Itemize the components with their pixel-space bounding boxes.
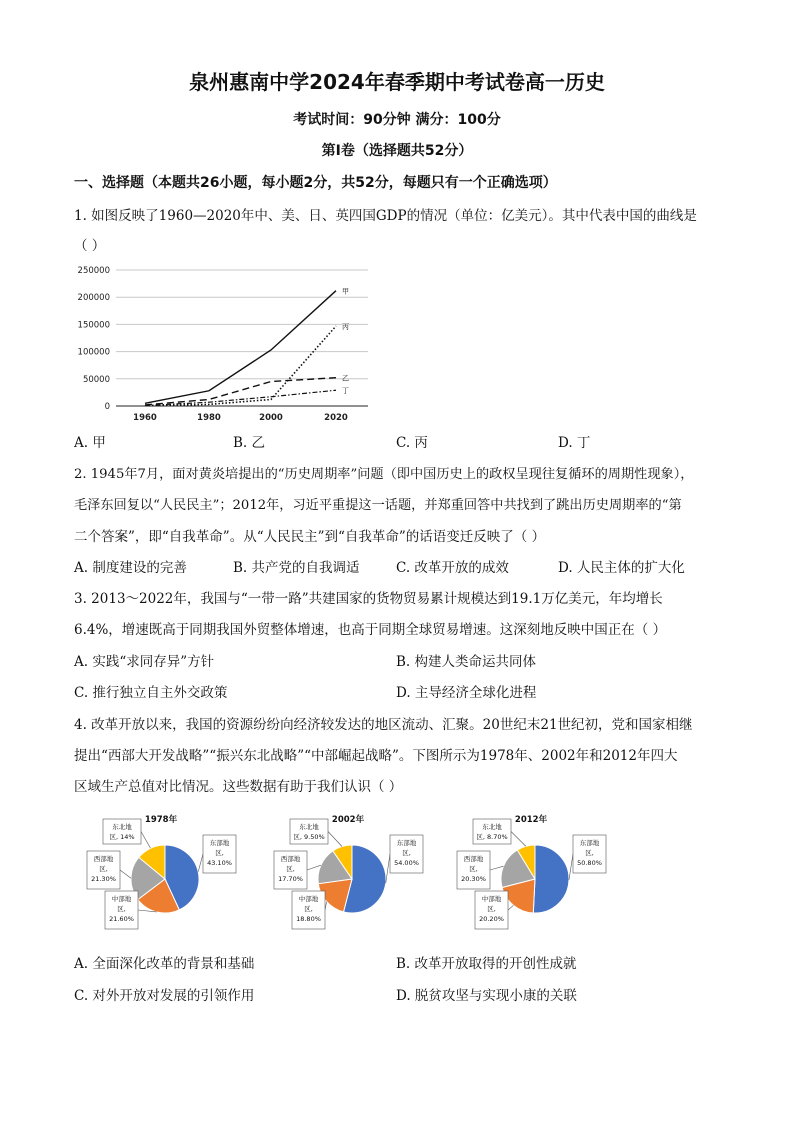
q3-option-d[interactable]: D. 主导经济全球化进程 [396,685,537,701]
q1-option-c[interactable]: C. 丙 [396,435,428,451]
data-label: 18.80% [296,915,321,923]
x-tick-label: 2000 [259,413,283,423]
leader-line [198,854,203,872]
data-label: 区, [487,905,496,913]
data-label: 区, [99,865,108,873]
leader-line [386,854,390,883]
data-label: 54.00% [394,859,419,867]
series-line-2 [145,378,336,405]
data-label: 17.70% [278,875,303,883]
leader-line [490,866,504,870]
q2-stem-line1: 2. 1945年7月，面对黄炎培提出的“历史周期率”问题（即中国历史上的政权呈现往复循环的周期性现象）， [74,467,694,482]
data-label: 中部地 [298,895,319,903]
pie-slice [533,845,569,913]
pie-title: 2002年 [331,815,365,825]
leader-line [511,832,526,847]
exam-info: 考试时间：90分钟 满分：100分 [293,112,501,128]
q4-option-a[interactable]: A. 全面深化改革的背景和基础 [74,956,255,972]
y-tick-label: 0 [104,402,110,412]
data-label: 20.30% [461,875,486,883]
x-tick-label: 1980 [197,413,221,423]
y-tick-label: 100000 [77,347,110,358]
q3-option-a[interactable]: A. 实践“求同存异”方针 [74,654,215,670]
series-line-3 [145,326,336,406]
q4-option-b[interactable]: B. 改革开放取得的开创性成就 [396,956,577,972]
x-tick-label: 2020 [324,413,348,423]
leader-line [328,832,342,847]
data-label: 西部地 [280,855,301,863]
gdp-line-chart [70,256,380,426]
series-label: 乙 [342,374,349,383]
data-label: 中部地 [111,895,132,903]
q2-option-d[interactable]: D. 人民主体的扩大化 [558,560,685,576]
series-label: 丙 [342,323,349,332]
q1-option-d[interactable]: D. 丁 [558,435,591,451]
q2-stem-line3: 二个答案”，即“自我革命”。从“人民民主”到“自我革命”的话语变迁反映了（ ） [74,529,546,545]
q2-option-c[interactable]: C. 改革开放的成效 [396,560,509,576]
q4-stem-line3: 区域生产总值对比情况。这些数据有助于我们认识（ ） [74,779,403,795]
leader-line [508,905,513,910]
data-label: 西部地 [463,855,484,863]
pie-title: 2012年 [514,815,548,825]
data-label: 中部地 [481,895,502,903]
y-tick-label: 250000 [77,266,110,276]
q2-option-b[interactable]: B. 共产党的自我调适 [233,560,360,576]
data-label: 东部地 [209,839,230,847]
data-label: 西部地 [93,855,114,863]
q4-stem-line1: 4. 改革开放以来，我国的资源纷纷向经济较发达的地区流动、汇聚。20世纪末21世纪初，党和国家相继 [74,717,693,733]
x-tick-label: 1960 [133,413,157,423]
data-label: 区, [117,905,126,913]
y-tick-label: 50000 [82,374,110,385]
q2-option-a[interactable]: A. 制度建设的完善 [74,560,187,576]
q3-option-c[interactable]: C. 推行独立自主外交政策 [74,685,228,701]
data-label: 东北地 [299,823,319,831]
pie-title: 1978年 [144,815,178,825]
data-label: 43.10% [207,859,232,867]
data-label: 区, [286,865,295,873]
data-label: 区, [402,849,411,857]
regional-gdp-pie-charts [70,805,630,940]
volume-heading: 第Ⅰ卷（选择题共52分） [321,143,473,159]
q2-stem-line2: 毛泽东回复以“人民民主”；2012年，习近平重提这一话题，并郑重回答中共找到了跳出历史周期率的“第 [74,498,682,513]
page-title: 泉州惠南中学2024年春季期中考试卷高一历史 [189,70,605,94]
q4-option-c[interactable]: C. 对外开放对发展的引领作用 [74,988,255,1004]
q1-option-b[interactable]: B. 乙 [233,435,266,451]
data-label: 东北地 [112,823,132,831]
data-label: 东部地 [396,839,417,847]
data-label: 21.30% [91,875,116,883]
data-label: 区, [585,849,594,857]
data-label: 东部地 [579,839,600,847]
data-label: 区, [304,905,313,913]
series-label: 丁 [342,387,349,396]
y-tick-label: 150000 [77,320,110,331]
section-heading: 一、选择题（本题共26小题，每小题2分，共52分，每题只有一个正确选项） [74,175,557,191]
y-tick-label: 200000 [77,293,110,304]
q1-stem-line2: （ ） [74,238,106,254]
series-line-1 [145,291,336,404]
q1-option-a[interactable]: A. 甲 [74,435,106,451]
data-label: 20.20% [479,915,504,923]
leader-line [120,870,131,878]
q3-stem-line1: 3. 2013～2022年，我国与“一带一路”共建国家的货物贸易累计规模达到19.1万亿美元，年均增长 [74,591,663,607]
data-label: 区, 8.70% [476,833,508,841]
data-label: 区, [469,865,478,873]
data-label: 区, 14% [109,833,135,841]
q4-option-d[interactable]: D. 脱贫攻坚与实现小康的关联 [396,988,577,1004]
q3-stem-line2: 6.4%，增速既高于同期我国外贸整体增速，也高于同期全球贸易增速。这深刻地反映中国正在（ ） [74,622,667,638]
leader-line [307,865,321,870]
data-label: 区, [215,849,224,857]
q3-option-b[interactable]: B. 构建人类命运共同体 [396,654,537,670]
data-label: 东北地 [482,823,502,831]
data-label: 21.60% [109,915,134,923]
series-label: 甲 [342,287,349,296]
q4-stem-line2: 提出“西部大开发战略”“振兴东北战略”“中部崛起战略”。下图所示为1978年、2002年和2012年四大 [74,748,678,764]
leader-line [141,832,151,849]
data-label: 区, 9.50% [293,833,325,841]
q1-stem-line1: 1. 如图反映了1960—2020年中、美、日、英四国GDP的情况（单位：亿美元）。其中代表中国的曲线是 [74,208,697,224]
data-label: 50.80% [577,859,602,867]
leader-line [569,854,573,880]
